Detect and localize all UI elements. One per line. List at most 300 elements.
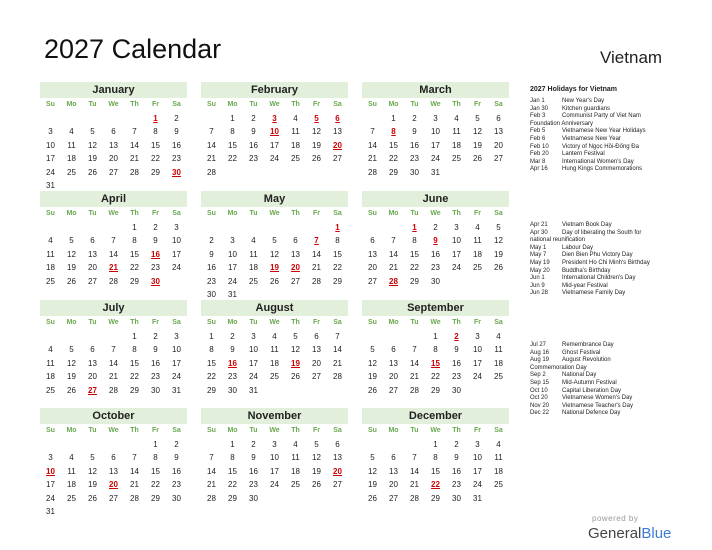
holiday-name: Vietnam Book Day: [562, 222, 612, 228]
day-cell: 14: [130, 466, 139, 476]
day-cell: 16: [249, 466, 258, 476]
holiday-row: [530, 283, 708, 291]
day-cell: 24: [270, 480, 279, 490]
day-cell: 27: [333, 154, 342, 164]
day-cell: 25: [46, 276, 55, 286]
holiday-date: Mar 8: [530, 158, 546, 165]
day-cell: 23: [207, 276, 216, 286]
weekday-label: Sa: [333, 319, 342, 326]
holiday-name: President Ho Chi Minh's Birthday: [562, 259, 650, 266]
holiday-name: International Children's Day: [562, 275, 636, 282]
day-cell: 17: [473, 358, 482, 368]
generalblue-logo[interactable]: [588, 525, 671, 542]
day-grid: [201, 221, 348, 301]
day-cell: 8: [132, 236, 137, 246]
day-cell: 12: [67, 358, 76, 368]
weekday-label: We: [108, 210, 119, 217]
day-cell: 10: [452, 236, 461, 246]
day-cell: 8: [412, 236, 417, 246]
weekday-label: Sa: [172, 210, 181, 217]
day-cell: 12: [368, 358, 377, 368]
holiday-name: national reunification: [530, 237, 586, 244]
day-cell: 5: [314, 440, 319, 449]
day-cell: 16: [410, 140, 419, 150]
day-cell: 13: [88, 358, 97, 368]
holiday-date: Sep 2: [530, 372, 546, 379]
day-cell: 9: [153, 345, 158, 355]
day-cell: 2: [251, 114, 256, 123]
day-cell: 27: [109, 493, 118, 503]
weekday-label: Fr: [152, 427, 159, 434]
empty-cell: [40, 438, 61, 451]
day-cell: 18: [494, 466, 503, 476]
page-title: 2027 Calendar: [44, 34, 222, 64]
holiday-date: Jul 27: [530, 342, 547, 348]
day-cell: 10: [46, 140, 55, 150]
weekday-header: [201, 98, 348, 112]
day-cell: 31: [228, 289, 237, 299]
day-cell: 29: [130, 385, 139, 395]
holiday-name: Hung Kings Commemorations: [562, 166, 643, 173]
day-cell: 16: [172, 466, 181, 476]
weekday-label: Th: [291, 319, 300, 326]
weekday-label: Su: [368, 319, 377, 326]
empty-cell: [285, 221, 306, 234]
weekday-label: Th: [452, 101, 461, 108]
day-cell: 13: [312, 345, 321, 355]
day-cell: 6: [111, 453, 116, 463]
day-cell: 18: [67, 154, 76, 164]
weekday-label: We: [108, 427, 119, 434]
day-cell: 18: [46, 372, 55, 382]
holiday-day-cell: 2: [454, 332, 459, 341]
empty-cell: [201, 221, 222, 234]
day-cell: 18: [291, 466, 300, 476]
weekday-label: Su: [46, 210, 55, 217]
weekday-label: Fr: [152, 210, 159, 217]
day-cell: 20: [389, 372, 398, 382]
weekday-label: Su: [368, 101, 377, 108]
day-cell: 9: [174, 127, 179, 137]
holiday-row: [530, 365, 708, 373]
day-cell: 15: [130, 358, 139, 368]
day-cell: 30: [172, 493, 181, 503]
weekday-label: Mo: [227, 101, 238, 108]
day-cell: 29: [228, 493, 237, 503]
empty-cell: [306, 221, 327, 234]
day-cell: 26: [312, 154, 321, 164]
day-cell: 21: [333, 358, 342, 368]
day-cell: 4: [48, 345, 53, 355]
weekday-label: We: [269, 427, 280, 434]
day-cell: 11: [291, 453, 300, 463]
weekday-label: We: [269, 210, 280, 217]
holiday-day-cell: 15: [431, 358, 440, 368]
day-cell: 28: [130, 493, 139, 503]
day-cell: 26: [88, 167, 97, 177]
day-cell: 15: [228, 140, 237, 150]
weekday-label: We: [430, 210, 441, 217]
empty-cell: [103, 438, 124, 451]
day-cell: 23: [228, 372, 237, 382]
day-cell: 4: [69, 453, 74, 463]
day-cell: 9: [209, 249, 214, 259]
day-cell: 7: [132, 127, 137, 137]
day-cell: 10: [431, 127, 440, 137]
day-cell: 19: [368, 372, 377, 382]
holiday-name: Vietnamese Family Day: [562, 290, 626, 297]
holiday-date: Aug 19: [530, 357, 550, 364]
weekday-label: Mo: [66, 210, 77, 217]
day-cell: 27: [389, 385, 398, 395]
weekday-label: Tu: [410, 319, 419, 326]
holiday-row: [530, 252, 708, 260]
month-name: May: [201, 191, 348, 207]
day-cell: 31: [46, 506, 55, 516]
month-june: [362, 191, 509, 288]
day-cell: 22: [151, 480, 160, 490]
day-cell: 14: [207, 140, 216, 150]
day-cell: 2: [251, 440, 256, 449]
day-cell: 5: [370, 453, 375, 463]
weekday-header: [40, 316, 187, 330]
holiday-name: Labour Day: [562, 244, 594, 251]
day-cell: 25: [270, 372, 279, 382]
empty-cell: [383, 330, 404, 343]
day-cell: 26: [67, 276, 76, 286]
weekday-label: We: [430, 427, 441, 434]
day-cell: 5: [496, 223, 501, 232]
day-cell: 22: [333, 263, 342, 273]
day-cell: 12: [312, 127, 321, 137]
holiday-row: [530, 128, 708, 136]
weekday-label: Th: [130, 319, 139, 326]
day-cell: 25: [473, 263, 482, 273]
day-grid: [40, 330, 187, 397]
day-cell: 24: [452, 263, 461, 273]
weekday-label: Mo: [227, 210, 238, 217]
weekday-label: Th: [291, 210, 300, 217]
holiday-date: Feb 3: [530, 113, 546, 120]
day-cell: 1: [209, 332, 214, 341]
holiday-date: Feb 5: [530, 128, 546, 135]
weekday-label: Tu: [88, 101, 97, 108]
day-cell: 21: [207, 154, 216, 164]
weekday-label: Tu: [88, 319, 97, 326]
empty-cell: [61, 221, 82, 234]
weekday-header: [362, 424, 509, 438]
day-cell: 19: [88, 154, 97, 164]
weekday-label: Su: [207, 319, 216, 326]
month-name: January: [40, 82, 187, 98]
weekday-label: Fr: [474, 427, 481, 434]
day-cell: 25: [494, 480, 503, 490]
day-cell: 28: [312, 276, 321, 286]
weekday-label: Sa: [494, 101, 503, 108]
day-grid: [362, 221, 509, 288]
day-cell: 14: [368, 140, 377, 150]
holiday-name: August Revolution: [562, 357, 611, 364]
weekday-label: Sa: [333, 427, 342, 434]
day-cell: 3: [454, 223, 459, 232]
holiday-date: Dec 22: [530, 410, 550, 417]
holiday-row: [530, 245, 708, 253]
month-april: [40, 191, 187, 288]
day-cell: 26: [368, 493, 377, 503]
day-cell: 10: [473, 453, 482, 463]
day-cell: 26: [312, 480, 321, 490]
day-cell: 5: [90, 453, 95, 463]
weekday-label: Su: [46, 101, 55, 108]
day-cell: 17: [270, 466, 279, 476]
day-cell: 13: [494, 127, 503, 137]
weekday-label: Sa: [333, 210, 342, 217]
day-cell: 22: [228, 154, 237, 164]
weekday-label: Tu: [249, 427, 258, 434]
day-cell: 2: [412, 114, 417, 123]
day-cell: 4: [48, 236, 53, 246]
day-cell: 20: [88, 263, 97, 273]
holiday-name: Victory of Ngọc Hồi-Đống Đa: [562, 143, 639, 150]
day-cell: 9: [251, 127, 256, 137]
holiday-day-cell: 19: [270, 263, 279, 273]
day-cell: 3: [272, 440, 277, 449]
day-cell: 16: [452, 466, 461, 476]
day-cell: 12: [473, 127, 482, 137]
holiday-row: [530, 290, 708, 298]
empty-cell: [124, 438, 145, 451]
holiday-row: [530, 275, 708, 283]
day-cell: 18: [46, 263, 55, 273]
day-cell: 16: [151, 358, 160, 368]
powered-by-label: powered by: [592, 514, 639, 523]
weekday-label: Th: [130, 210, 139, 217]
month-name: February: [201, 82, 348, 98]
day-cell: 7: [335, 332, 340, 341]
day-cell: 2: [153, 223, 158, 232]
weekday-label: Fr: [474, 210, 481, 217]
day-cell: 31: [249, 385, 258, 395]
day-cell: 1: [153, 440, 158, 449]
day-cell: 5: [69, 345, 74, 355]
weekday-label: Fr: [313, 427, 320, 434]
holiday-date: Jun 9: [530, 282, 545, 289]
month-july: [40, 300, 187, 397]
day-cell: 8: [335, 236, 340, 246]
day-cell: 15: [410, 249, 419, 259]
empty-cell: [362, 221, 383, 234]
day-cell: 30: [228, 385, 237, 395]
day-cell: 23: [172, 480, 181, 490]
day-cell: 11: [67, 466, 76, 476]
day-grid: [362, 112, 509, 179]
day-cell: 19: [368, 480, 377, 490]
holiday-list-title: 2027 Holidays for Vietnam: [530, 86, 618, 93]
day-cell: 7: [412, 453, 417, 463]
day-cell: 22: [130, 263, 139, 273]
holiday-name: Lantern Festival: [562, 151, 605, 158]
holiday-day-cell: 20: [333, 140, 342, 150]
day-cell: 18: [473, 249, 482, 259]
empty-cell: [82, 112, 103, 125]
day-cell: 7: [209, 453, 214, 463]
day-cell: 15: [389, 140, 398, 150]
empty-cell: [124, 112, 145, 125]
day-cell: 8: [132, 345, 137, 355]
day-cell: 21: [410, 480, 419, 490]
holiday-row: [530, 144, 708, 152]
day-cell: 20: [88, 372, 97, 382]
holiday-row: [530, 113, 708, 121]
holiday-day-cell: 20: [333, 466, 342, 476]
day-cell: 14: [410, 466, 419, 476]
holiday-row: [530, 342, 708, 350]
holiday-name: Mid-Autumn Festival: [562, 379, 617, 386]
month-may: [201, 191, 348, 301]
day-cell: 6: [496, 114, 501, 123]
weekday-label: Su: [207, 210, 216, 217]
day-cell: 4: [293, 114, 298, 123]
empty-cell: [243, 221, 264, 234]
day-cell: 27: [88, 276, 97, 286]
day-cell: 1: [132, 223, 137, 232]
holiday-name: Buddha's Birthday: [562, 267, 611, 274]
weekday-header: [40, 424, 187, 438]
day-cell: 31: [473, 493, 482, 503]
day-cell: 10: [228, 249, 237, 259]
empty-cell: [362, 330, 383, 343]
month-name: October: [40, 408, 187, 424]
day-cell: 7: [209, 127, 214, 137]
day-cell: 23: [452, 480, 461, 490]
day-cell: 11: [452, 127, 461, 137]
day-cell: 8: [153, 453, 158, 463]
holiday-name: Ghost Festival: [562, 349, 601, 356]
day-cell: 25: [46, 385, 55, 395]
day-cell: 28: [368, 167, 377, 177]
holiday-date: Jan 1: [530, 98, 545, 104]
day-cell: 16: [452, 358, 461, 368]
weekday-label: Th: [291, 101, 300, 108]
day-cell: 29: [151, 493, 160, 503]
weekday-label: Sa: [494, 210, 503, 217]
day-cell: 13: [109, 466, 118, 476]
holiday-row: [530, 98, 708, 106]
weekday-label: Mo: [66, 101, 77, 108]
day-cell: 24: [228, 276, 237, 286]
day-cell: 20: [494, 140, 503, 150]
day-cell: 11: [46, 358, 55, 368]
day-cell: 23: [151, 263, 160, 273]
weekday-label: Mo: [66, 427, 77, 434]
day-cell: 23: [151, 372, 160, 382]
day-cell: 14: [312, 249, 321, 259]
month-name: November: [201, 408, 348, 424]
day-cell: 3: [48, 453, 53, 463]
empty-cell: [404, 438, 425, 451]
day-cell: 27: [109, 167, 118, 177]
weekday-label: We: [108, 101, 119, 108]
day-cell: 16: [172, 140, 181, 150]
holiday-row: [530, 121, 708, 129]
holiday-name: Kitchen guardians: [562, 105, 611, 112]
day-cell: 10: [473, 345, 482, 355]
empty-cell: [404, 330, 425, 343]
day-cell: 6: [90, 345, 95, 355]
day-cell: 21: [389, 263, 398, 273]
day-cell: 26: [368, 385, 377, 395]
weekday-label: Su: [46, 427, 55, 434]
day-cell: 23: [249, 480, 258, 490]
day-cell: 24: [473, 480, 482, 490]
weekday-label: Sa: [172, 319, 181, 326]
day-cell: 24: [473, 372, 482, 382]
month-name: June: [362, 191, 509, 207]
weekday-label: We: [108, 319, 119, 326]
day-cell: 21: [368, 154, 377, 164]
weekday-label: Mo: [388, 319, 399, 326]
holiday-name: Vietnamese Women's Day: [562, 395, 633, 402]
holiday-date: Jun 1: [530, 275, 545, 282]
day-cell: 25: [291, 480, 300, 490]
day-cell: 24: [270, 154, 279, 164]
day-cell: 22: [431, 372, 440, 382]
day-cell: 18: [67, 480, 76, 490]
month-name: July: [40, 300, 187, 316]
day-cell: 5: [475, 114, 480, 123]
day-cell: 4: [496, 332, 501, 341]
day-cell: 28: [410, 385, 419, 395]
day-cell: 11: [46, 249, 55, 259]
day-cell: 9: [412, 127, 417, 137]
day-cell: 21: [130, 480, 139, 490]
day-cell: 27: [389, 493, 398, 503]
empty-cell: [82, 221, 103, 234]
day-cell: 3: [174, 223, 179, 232]
day-cell: 30: [151, 385, 160, 395]
day-cell: 30: [249, 493, 258, 503]
day-cell: 3: [251, 332, 256, 341]
day-cell: 1: [132, 332, 137, 341]
holiday-date: Jun 28: [530, 290, 549, 297]
month-name: August: [201, 300, 348, 316]
holiday-date: Feb 6: [530, 135, 546, 142]
weekday-label: Fr: [474, 319, 481, 326]
day-cell: 28: [333, 372, 342, 382]
holiday-date: May 1: [530, 244, 547, 251]
day-cell: 15: [431, 466, 440, 476]
day-cell: 13: [291, 249, 300, 259]
day-cell: 7: [412, 345, 417, 355]
day-cell: 15: [207, 358, 216, 368]
holiday-row: [530, 230, 708, 238]
holiday-day-cell: 9: [433, 236, 438, 246]
day-cell: 30: [410, 167, 419, 177]
weekday-label: We: [430, 319, 441, 326]
day-cell: 26: [291, 372, 300, 382]
holiday-group-q3: [530, 342, 708, 418]
day-cell: 16: [431, 249, 440, 259]
holiday-date: Oct 20: [530, 395, 548, 402]
month-december: [362, 408, 509, 505]
day-cell: 6: [391, 345, 396, 355]
holiday-row: [530, 372, 708, 380]
holiday-name: Communist Party of Viet Nam: [562, 113, 641, 120]
day-cell: 2: [454, 440, 459, 449]
weekday-label: Su: [368, 210, 377, 217]
empty-cell: [61, 112, 82, 125]
day-cell: 14: [389, 249, 398, 259]
